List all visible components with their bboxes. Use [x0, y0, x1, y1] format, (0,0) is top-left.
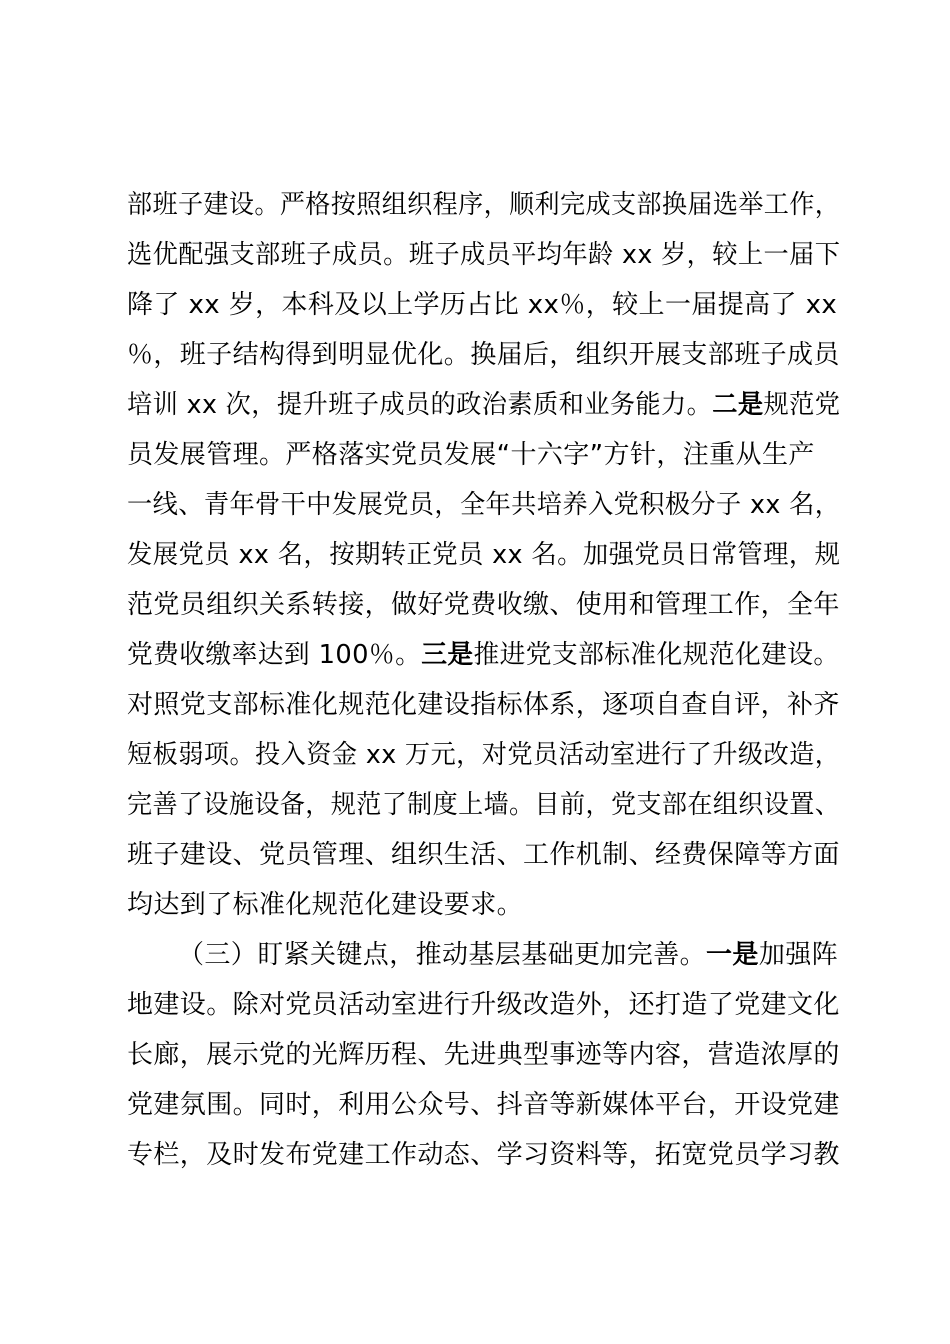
text-line-20: 专栏，及时发布党建工作动态、学习资料等，拓宽党员学习教 — [127, 1140, 840, 1170]
text-line-1: 部班子建设。严格按照组织程序，顺利完成支部换届选举工作， — [127, 190, 841, 220]
text-line-11: 对照党支部标准化规范化建设指标体系，逐项自查自评，补齐 — [127, 690, 840, 720]
text-line-4: ％，班子结构得到明显优化。换届后，组织开展支部班子成员 — [127, 340, 840, 370]
text-line-2: 选优配强支部班子成员。班子成员平均年龄 xx 岁，较上一届下 — [127, 240, 841, 270]
text-run: 加强阵 — [758, 940, 839, 970]
text-line-5 — [127, 390, 840, 420]
emphasis-marker: 一是 — [706, 940, 759, 970]
text-run: 党费收缴率达到 100％。 — [127, 640, 422, 670]
text-run: 培训 xx 次，提升班子成员的政治素质和业务能力。 — [127, 390, 713, 420]
text-line-19: 党建氛围。同时，利用公众号、抖音等新媒体平台，开设党建 — [127, 1090, 840, 1120]
text-line-8: 发展党员 xx 名，按期转正党员 xx 名。加强党员日常管理，规 — [127, 540, 841, 570]
text-line-16 — [178, 940, 838, 970]
text-line-3: 降了 xx 岁，本科及以上学历占比 xx％，较上一届提高了 xx — [127, 290, 838, 320]
text-line-7: 一线、青年骨干中发展党员，全年共培养入党积极分子 xx 名， — [127, 490, 841, 520]
text-run: 推进党支部标准化规范化建设。 — [473, 640, 840, 670]
text-line-9: 范党员组织关系转接，做好党费收缴、使用和管理工作，全年 — [127, 590, 840, 620]
text-line-6: 员发展管理。严格落实党员发展“十六字”方针，注重从生产 — [127, 440, 815, 470]
text-line-17: 地建设。除对党员活动室进行升级改造外，还打造了党建文化 — [127, 990, 840, 1020]
emphasis-marker: 二是 — [712, 390, 764, 420]
text-line-10 — [127, 640, 840, 670]
text-line-13: 完善了设施设备，规范了制度上墙。目前，党支部在组织设置、 — [127, 790, 841, 820]
text-run: 规范党 — [763, 390, 841, 420]
text-line-15: 均达到了标准化规范化建设要求。 — [127, 890, 524, 920]
text-line-18: 长廊，展示党的光辉历程、先进典型事迹等内容，营造浓厚的 — [127, 1040, 840, 1070]
text-run: （三）盯紧关键点，推动基层基础更加完善。 — [178, 940, 707, 970]
text-line-14: 班子建设、党员管理、组织生活、工作机制、经费保障等方面 — [127, 840, 840, 870]
emphasis-marker: 三是 — [421, 640, 474, 670]
text-line-12: 短板弱项。投入资金 xx 万元，对党员活动室进行了升级改造， — [127, 740, 841, 770]
